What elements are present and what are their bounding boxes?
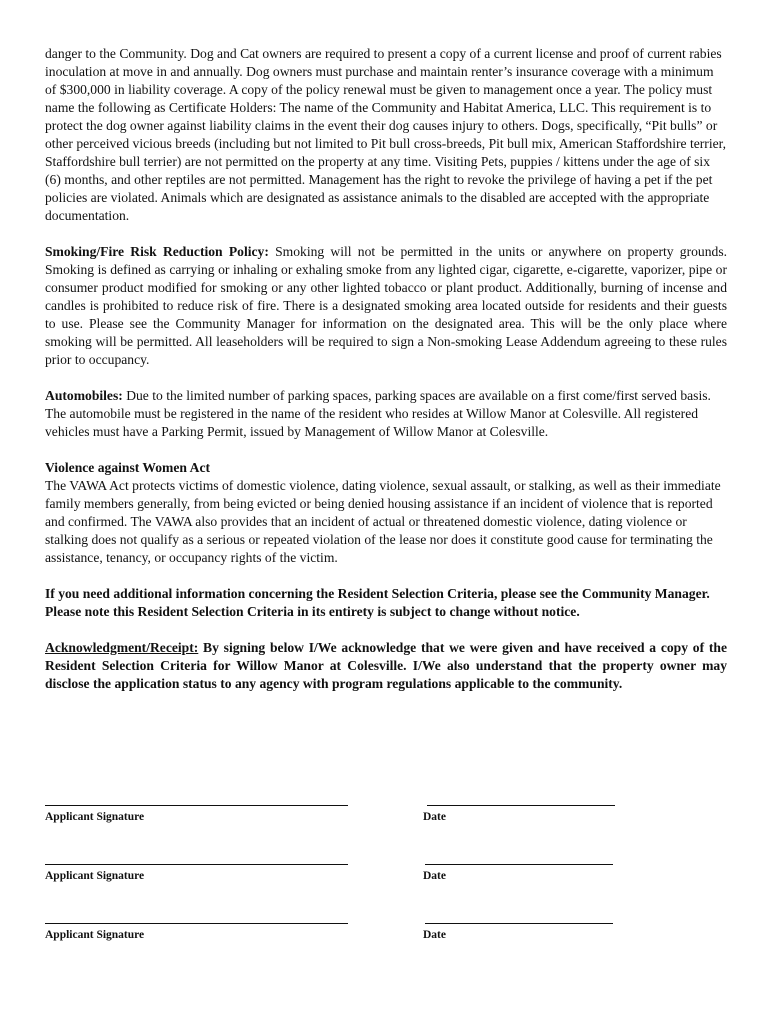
vawa-heading: Violence against Women Act	[45, 460, 211, 475]
spacer	[45, 225, 727, 243]
acknowledgment-heading: Acknowledgment/Receipt:	[45, 640, 199, 655]
document-body	[45, 45, 727, 693]
acknowledgment-paragraph	[45, 639, 727, 693]
spacer	[45, 441, 727, 459]
signature-row	[45, 923, 727, 963]
smoking-policy-heading: Smoking/Fire Risk Reduction Policy:	[45, 244, 269, 259]
signature-row	[45, 805, 727, 845]
date-line[interactable]	[425, 923, 613, 924]
date-line[interactable]	[425, 864, 613, 865]
date-label: Date	[423, 929, 446, 941]
smoking-policy-text: Smoking will not be permitted in the units or anywhere on property grounds. Smoking is defined as carrying or inhaling or exhaling smoke from any lighted cigar, cigarette, e-cigarette, vaporizer, pipe or consumer product modified for smoking or any other lighted tobacco or plant product. Additionally, burning of incense and candles is prohibited to reduce risk of fire. There is a designated smoking area located outside for residents and their guests to use. Please see the Community Manager for information on the designated area. This will be the only place where smoking will be permitted. All leaseholders will be required to sign a Non-smoking Lease Addendum agreeing to these rules prior to occupancy.	[45, 244, 728, 367]
automobiles-heading: Automobiles:	[45, 388, 123, 403]
acknowledgment-text: By signing below I/We acknowledge that we were given and have received a copy of the Resident Selection Criteria for Willow Manor at Colesville. I/We also understand that the property owner may disclose the application status to any agency with program regulations applicable to the community.	[45, 640, 727, 691]
applicant-signature-line[interactable]	[45, 864, 348, 865]
smoking-policy-paragraph	[45, 243, 727, 369]
spacer	[45, 621, 727, 639]
vawa-paragraph: The VAWA Act protects victims of domestic violence, dating violence, sexual assault, or stalking, as well as their immediate family members generally, from being evicted or being denied housing assistance if an incident of violence that is reported and confirmed. The VAWA also provides that an incident of actual or threatened domestic violence, dating violence or stalking does not qualify as a serious or repeated violation of the lease nor does it constitute good cause for terminating the assistance, tenancy, or occupancy rights of the victim.	[45, 478, 721, 565]
additional-info-notice: If you need additional information concerning the Resident Selection Criteria, please see the Community Manager. Please note this Resident Selection Criteria in its entirety is subject to change without notice.	[45, 586, 710, 619]
applicant-signature-line[interactable]	[45, 805, 348, 806]
pet-policy-paragraph: danger to the Community. Dog and Cat owners are required to present a copy of a current license and proof of current rabies inoculation at move in and annually. Dog owners must purchase and maintain renter’s insurance coverage with a minimum of $300,000 in liability coverage. A copy of the policy renewal must be given to management once a year. The policy must name the following as Certificate Holders: The name of the Community and Habitat America, LLC. This requirement is to protect the dog owner against liability claims in the event their dog causes injury to others. Dogs, specifically, “Pit bulls” or other perceived vicious breeds (including but not limited to Pit bull cross-breeds, Pit bull mix, American Staffordshire terrier, Staffordshire bull terrier) are not permitted on the property at any time. Visiting Pets, puppies / kittens under the age of six (6) months, and other reptiles are not permitted. Management has the right to revoke the privilege of having a pet if the pet policies are violated. Animals which are designated as assistance animals to the disabled are accepted with the appropriate documentation.	[45, 46, 727, 223]
spacer	[45, 567, 727, 585]
automobiles-paragraph	[45, 387, 727, 441]
date-line[interactable]	[427, 805, 615, 806]
automobiles-text: Due to the limited number of parking spaces, parking spaces are available on a first come/first served basis. The automobile must be registered in the name of the resident who resides at Willow Manor at Colesville. All registered vehicles must have a Parking Permit, issued by Management of Willow Manor at Colesville.	[45, 388, 711, 439]
signature-row	[45, 864, 727, 904]
applicant-signature-line[interactable]	[45, 923, 348, 924]
applicant-signature-label: Applicant Signature	[45, 870, 145, 882]
applicant-signature-label: Applicant Signature	[45, 811, 145, 823]
spacer	[45, 369, 727, 387]
applicant-signature-label: Applicant Signature	[45, 929, 145, 941]
date-label: Date	[423, 870, 446, 882]
date-label: Date	[423, 811, 446, 823]
